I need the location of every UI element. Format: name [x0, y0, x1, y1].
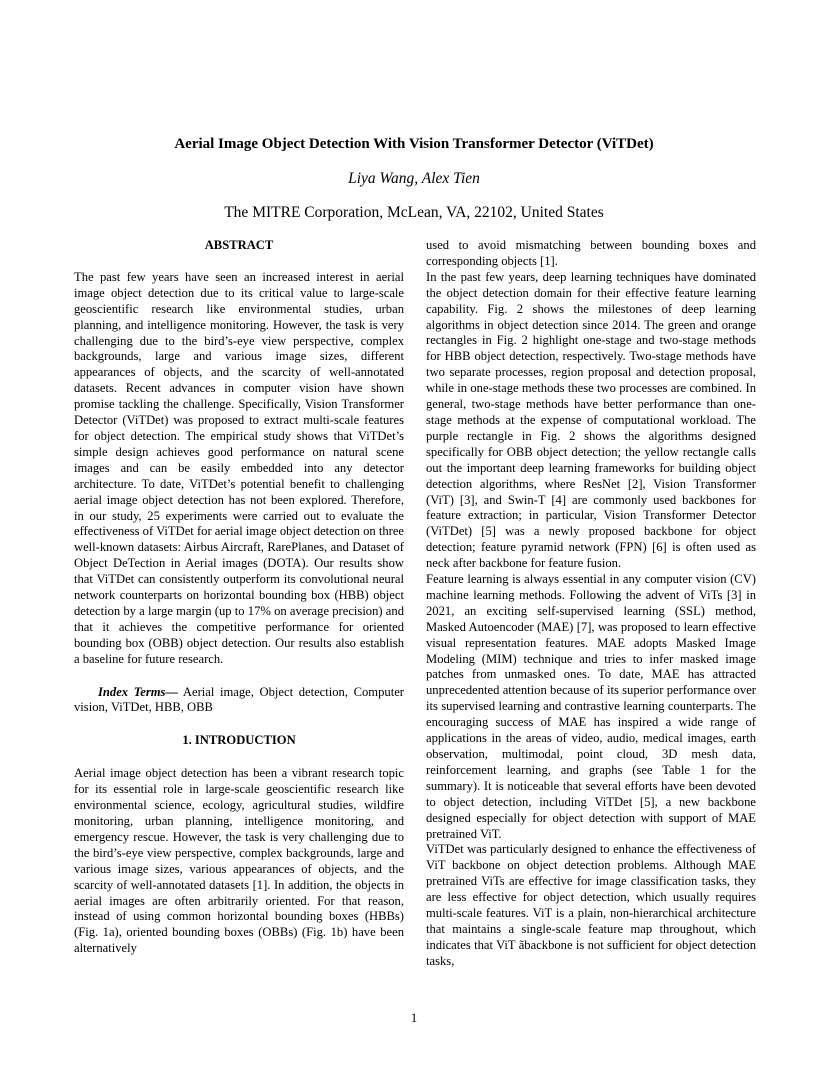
- page-number: 1: [410, 1011, 418, 1025]
- paragraph-feature-learning: Feature learning is always essential in any computer vision (CV) machine learning methods. Following the advent of ViTs [3] in 2021, an exciting self-supervised learning (SSL) method, Masked Autoencoder (MAE) [7], was proposed to learn effective visual representation features. MAE adopts Masked Image Modeling (MIM) technique and tries to infer masked image patches from unmasked ones. To date, MAE has attracted unprecedented attention because of its superior performance over its supervised learning and contrastive learning counterparts. The encouraging success of MAE has inspired a wide range of applications in the areas of video, audio, medical images, earth observation, multimodal, point cloud, 3D mesh data, reinforcement learning, and graphs (see Table 1 for the summary). It is noticeable that several efforts have been devoted to object detection, including ViTDet [5], a new backbone designed especially for object detection with support of MAE pretrained ViT.: [426, 572, 756, 841]
- left-column: [74, 238, 404, 957]
- intro-paragraph: Aerial image object detection has been a vibrant research topic for its essential role in large-scale geoscientific research like environmental science, ecology, agricultural studies, wildfire monitoring, urban planning, intelligence monitoring, and emergency rescue. However, the task is very challenging due to the bird’s-eye view perspective, complex backgrounds, large and various image sizes, various appearances of objects, and the scarcity of well-annotated datasets [1]. In addition, the objects in aerial images are often arbitrarily oriented. For that reason, instead of using common horizontal bounding boxes (HBBs) (Fig. 1a), oriented bounding boxes (OBBs) (Fig. 1b) have been alternatively: [74, 766, 404, 956]
- paper-title: Aerial Image Object Detection With Vision Transformer Detector (ViTDet): [174, 136, 654, 152]
- index-terms: [74, 685, 404, 717]
- index-terms-label: Index Terms—: [98, 684, 179, 699]
- intro-heading: 1. INTRODUCTION: [182, 733, 296, 748]
- paragraph-vitdet: ViTDet was particularly designed to enhance the effectiveness of ViT backbone on object detection problems. Although MAE pretrained ViTs are effective for image classification tasks, they are less effective for object detection, which usually requires multi-scale features. ViT is a plain, non-hierarchical architecture that maintains a single-scale feature map throughout, which indicates that ViT ãbackbone is not sufficient for object detection tasks,: [426, 842, 756, 968]
- paragraph-deep-learning: In the past few years, deep learning techniques have dominated the object detection domain for their effective feature learning capability. Fig. 2 shows the milestones of deep learning algorithms in object detection since 2014. The green and orange rectangles in Fig. 2 highlight one-stage and two-stage methods for HBB object detection, respectively. Two-stage methods have two separate processes, region proposal and detection proposal, while in one-stage methods these two processes are combined. In general, two-stage methods have better performance than one-stage methods at the expense of computational workload. The purple rectangle in Fig. 2 shows the algorithms designed specifically for OBB object detection; the yellow rectangle calls out the important deep learning frameworks for building object detection algorithms, where ResNet [2], Vision Transformer (ViT) [3], and Swin-T [4] are commonly used backbones for feature extraction; in particular, Vision Transformer Detector (ViTDet) [5] was a newly proposed backbone for object detection; feature pyramid network (FPN) [6] is often used as neck after backbone for feature fusion.: [426, 269, 756, 571]
- right-column: [426, 238, 756, 970]
- paper-authors: Liya Wang, Alex Tien: [348, 170, 480, 187]
- abstract-text: The past few years have seen an increased interest in aerial image object detection due to its critical value to large-scale geoscientific research like environmental studies, urban planning, and intelligence monitoring. However, the task is very challenging due to the bird’s-eye view perspective, complex backgrounds, large and various image sizes, different appearances of objects, and the scarcity of well-annotated datasets. Recent advances in computer vision have shown promise tackling the challenge. Specifically, Vision Transformer Detector (ViTDet) was proposed to extract multi-scale features for object detection. The empirical study shows that ViTDet’s simple design achieves good performance on natural scene images and can be easily embedded into any detector architecture. To date, ViTDet’s potential benefit to challenging aerial image object detection has not been explored. Therefore, in our study, 25 experiments were carried out to evaluate the effectiveness of ViTDet for aerial image object detection on three well-known datasets: Airbus Aircraft, RarePlanes, and Dataset of Object DeTection in Aerial images (DOTA). Our results show that ViTDet can consistently outperform its convolutional neural network counterparts on horizontal bounding box (HBB) object detection by a large margin (up to 17% on average precision) and that it achieves the competitive performance for oriented bounding box (OBB) object detection. Our results also establish a baseline for future research.: [74, 269, 404, 666]
- index-terms-text: Aerial image, Object detection, Computer vision, ViTDet, HBB, OBB: [74, 684, 404, 715]
- paper-affiliation: The MITRE Corporation, McLean, VA, 22102, United States: [224, 204, 604, 221]
- abstract-heading: ABSTRACT: [204, 238, 274, 252]
- paragraph-continued: used to avoid mismatching between bounding boxes and corresponding objects [1].: [426, 238, 756, 268]
